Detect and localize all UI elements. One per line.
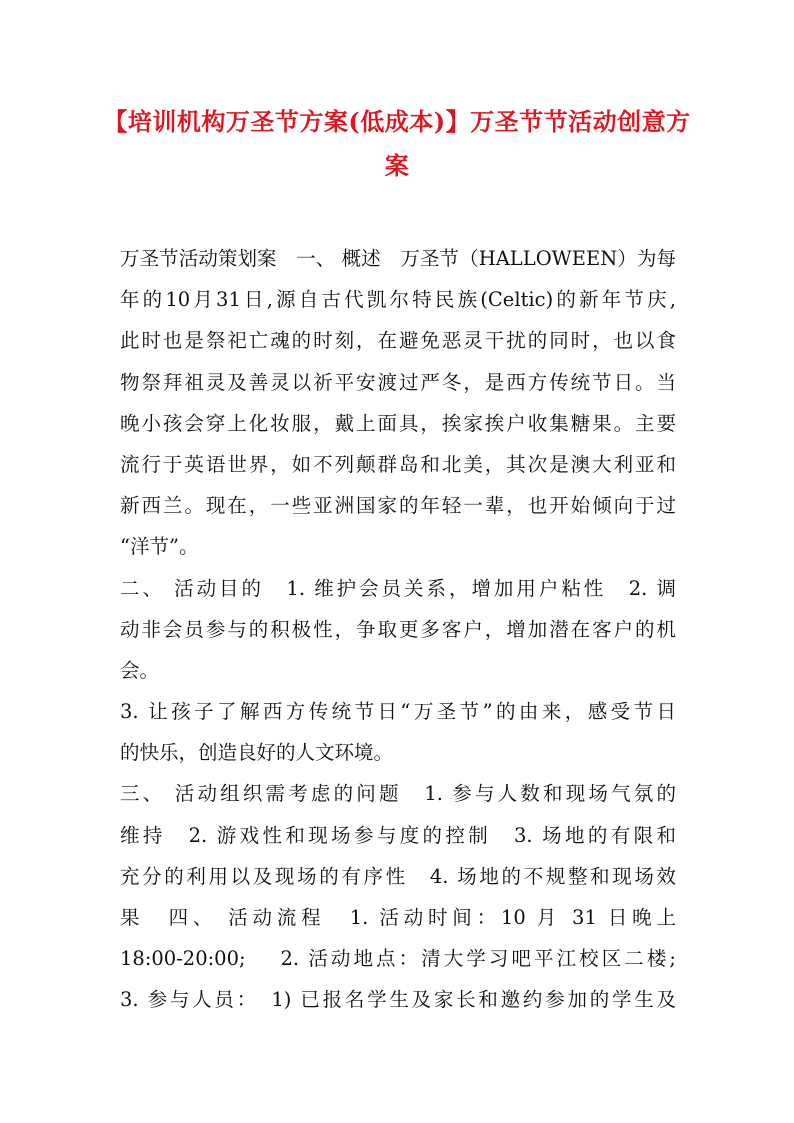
body-line: 动非会员参与的积极性，争取更多客户，增加潜在客户的机 (120, 617, 676, 641)
body-line: 三、 活动组织需考虑的问题 1. 参与人数和现场气氛的 (120, 782, 676, 806)
body-line: 3. 参与人员： 1) 已报名学生及家长和邀约参加的学生及 (120, 988, 676, 1012)
body-line: 充分的利用以及现场的有序性 4. 场地的不规整和现场效 (120, 864, 676, 888)
body-line: 年的10月31日,源自古代凯尔特民族(Celtic)的新年节庆, (120, 288, 676, 312)
document-body (120, 238, 676, 1021)
body-line: 万圣节活动策划案 一、 概述 万圣节（HALLOWEEN）为每 (120, 247, 676, 270)
body-line: 晚小孩会穿上化妆服，戴上面具，挨家挨户收集糖果。主要 (120, 411, 676, 435)
body-line: 此时也是祭祀亡魂的时刻，在避免恶灵干扰的同时，也以食 (120, 329, 676, 353)
body-line: 18:00-20:00; 2. 活动地点：清大学习吧平江校区二楼; (120, 947, 676, 971)
body-line: 流行于英语世界，如不列颠群岛和北美，其次是澳大利亚和 (120, 452, 676, 476)
body-line: 果 四、 活动流程 1. 活动时间：10 月 31 日晚上 (120, 906, 676, 929)
body-line: 3. 让孩子了解西方传统节日“万圣节”的由来，感受节日 (120, 700, 676, 724)
body-line: 物祭拜祖灵及善灵以祈平安渡过严冬，是西方传统节日。当 (120, 370, 676, 394)
body-line: 新西兰。现在，一些亚洲国家的年轻一辈，也开始倾向于过 (120, 494, 676, 518)
body-line: “洋节”。 (120, 535, 199, 559)
body-line: 维持 2. 游戏性和现场参与度的控制 3. 场地的有限和 (120, 823, 676, 847)
document-title: 【培训机构万圣节方案(低成本)】万圣节节活动创意方案 (103, 107, 691, 180)
body-line: 会。 (120, 658, 160, 682)
body-line: 二、 活动目的 1. 维护会员关系，增加用户粘性 2. 调 (120, 576, 676, 600)
body-line: 的快乐，创造良好的人文环境。 (120, 741, 394, 765)
